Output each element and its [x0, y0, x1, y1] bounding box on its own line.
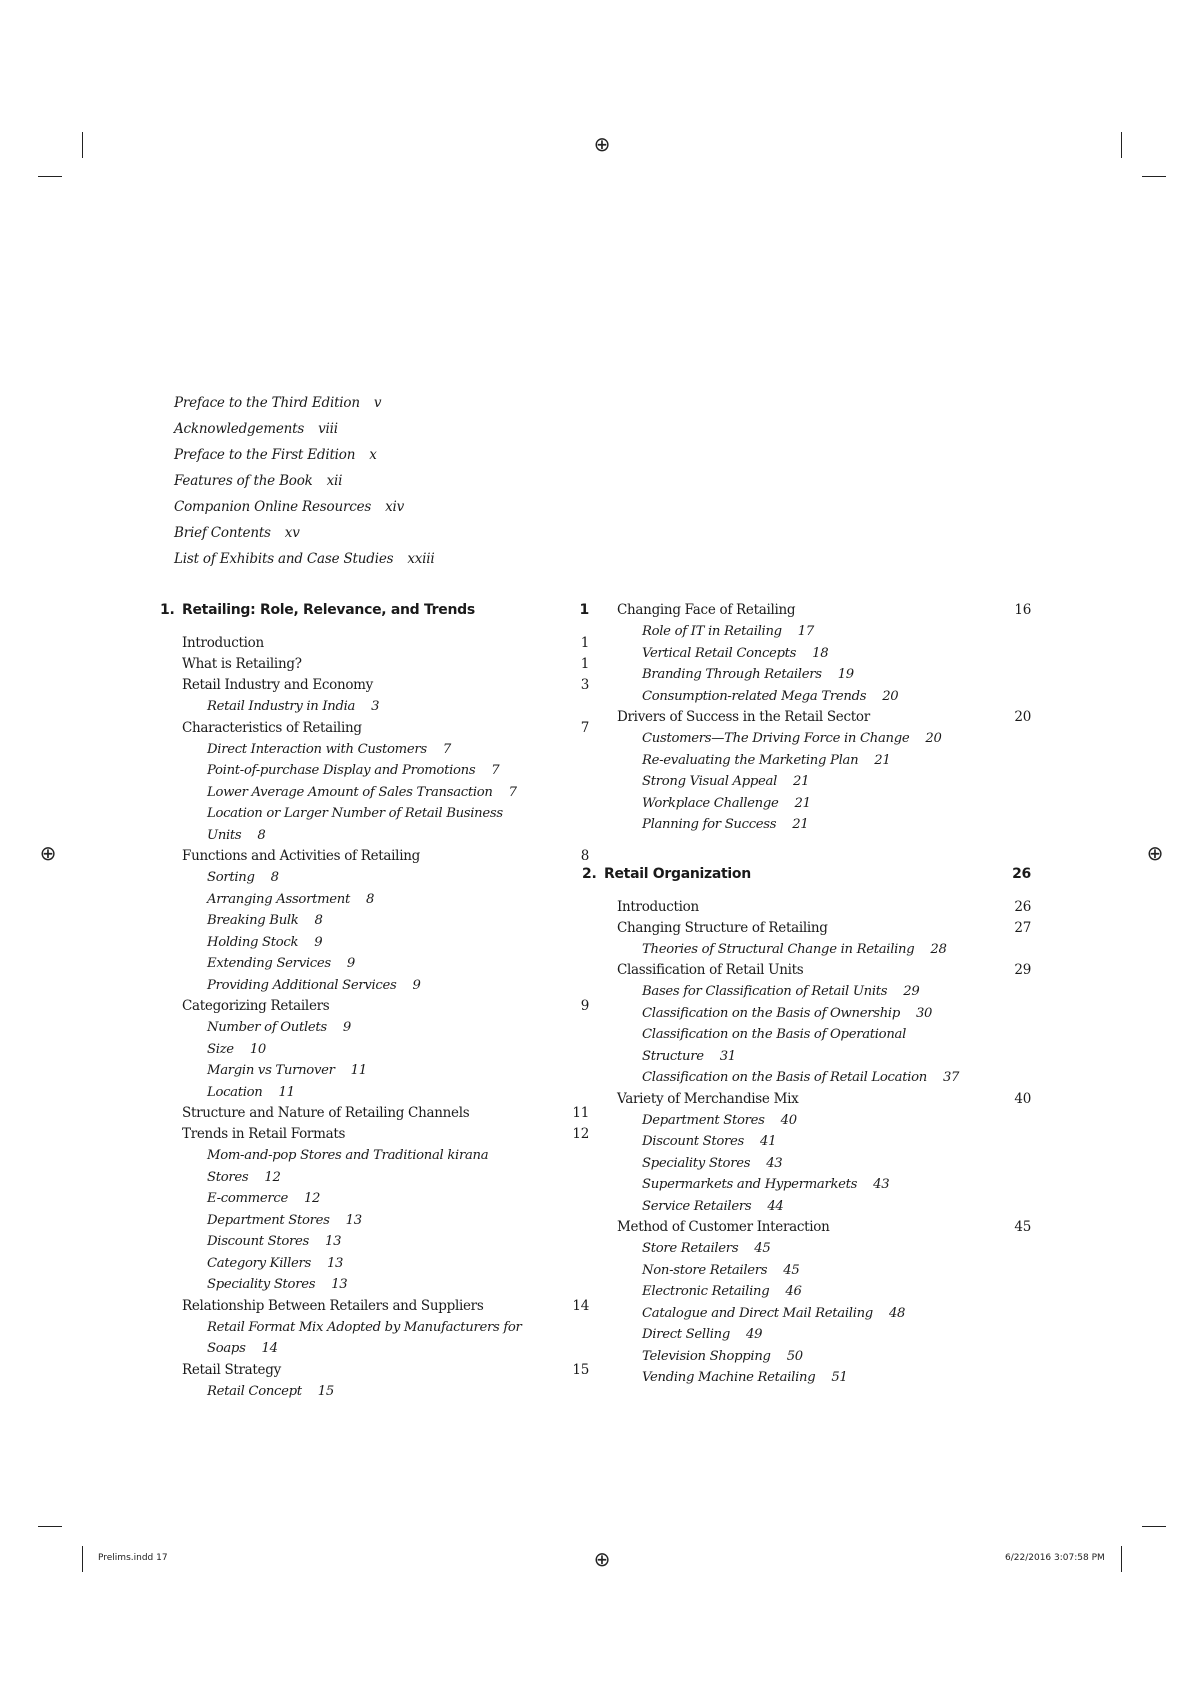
toc-subsection-title: Planning for Success [642, 817, 777, 832]
toc-subsection-page: 7 [442, 741, 451, 757]
toc-subsection-title: Speciality Stores [207, 1277, 316, 1292]
toc-subsection-page: 13 [326, 1255, 344, 1271]
toc-subsection-page: 20 [882, 688, 899, 704]
crop-mark [1121, 1546, 1122, 1572]
toc-subsection-title: Strong Visual Appeal [642, 774, 778, 789]
front-matter-title: Features of the Book [174, 473, 313, 489]
chapter-heading [160, 600, 589, 621]
toc-subsection-title: Workplace Challenge [642, 795, 779, 811]
toc-subsection-title: Classification on the Basis of Ownership [642, 1005, 900, 1021]
toc-subsection-page: 21 [794, 795, 811, 811]
toc-subsection-page: 8 [365, 891, 375, 907]
toc-section [182, 1296, 589, 1317]
toc-section-title: Introduction [617, 898, 699, 915]
toc-section-title: Structure and Nature of Retailing Channels [182, 1105, 470, 1121]
toc-subsection-title: Catalogue and Direct Mail Retailing [642, 1305, 873, 1321]
toc-subsection-page: 9 [314, 934, 323, 950]
toc-subsection-page: 11 [278, 1084, 295, 1100]
toc-subsection [182, 1060, 589, 1082]
front-matter-page: x [369, 447, 377, 463]
toc-subsection-page: 9 [346, 956, 355, 971]
toc-subsection-title: Retail Concept [207, 1383, 302, 1399]
toc-subsection-page: 48 [888, 1305, 906, 1321]
toc-section-page: 1 [580, 656, 589, 672]
toc-subsection-page: 8 [270, 870, 279, 885]
toc-section [617, 1217, 1031, 1238]
toc-section-page: 20 [1014, 709, 1031, 725]
toc-subsection [617, 1131, 1031, 1153]
toc-subsection-title: Holding Stock [207, 934, 299, 950]
toc-section [617, 1089, 1031, 1110]
toc-subsection [182, 975, 589, 997]
toc-subsection-title: Re-evaluating the Marketing Plan [642, 752, 859, 768]
crop-mark [38, 176, 62, 177]
toc-subsection-title: Department Stores [642, 1112, 765, 1128]
front-matter-page: xii [326, 473, 343, 489]
toc-subsection [182, 1039, 589, 1061]
toc-section-title: What is Retailing? [182, 656, 302, 672]
toc-subsection-title: Lower Average Amount of Sales Transaction [207, 784, 493, 800]
chapter-page: 1 [579, 602, 589, 618]
toc-subsection-page: 49 [746, 1327, 763, 1342]
front-matter-item [174, 390, 435, 416]
toc-subsection [617, 771, 1031, 793]
toc-subsection-title: Sorting [207, 870, 255, 885]
toc-section-title: Categorizing Retailers [182, 998, 330, 1014]
toc-subsection-title: Size [207, 1041, 234, 1057]
toc-subsection-page: 19 [837, 667, 854, 682]
toc-section [617, 960, 1031, 981]
toc-subsection-title: Retail Format Mix Adopted by Manufacturers for Soaps [207, 1319, 522, 1356]
toc-section-page: 3 [580, 677, 589, 693]
toc-section-title: Functions and Activities of Retailing [182, 848, 420, 864]
toc-subsection-page: 12 [303, 1191, 321, 1206]
toc-subsection-title: E-commerce [207, 1191, 288, 1206]
toc-section [617, 918, 1031, 939]
chapter-number: 2. [582, 865, 597, 882]
chapter-number: 1. [160, 602, 175, 618]
toc-subsection-title: Margin vs Turnover [207, 1063, 335, 1078]
toc-subsection-page: 8 [314, 913, 323, 928]
toc-section [182, 675, 589, 696]
toc-subsection [182, 739, 589, 761]
toc-section-title: Characteristics of Retailing [182, 719, 362, 736]
front-matter-item [174, 520, 435, 546]
toc-subsection-page: 15 [317, 1383, 334, 1399]
crop-mark [82, 132, 83, 158]
toc-subsection [182, 953, 589, 975]
toc-section-page: 1 [580, 635, 589, 651]
toc-subsection-page: 45 [754, 1241, 771, 1256]
crop-mark [38, 1526, 62, 1527]
front-matter-title: Acknowledgements [174, 421, 305, 437]
toc-subsection-title: Bases for Classification of Retail Units [642, 984, 888, 999]
toc-subsection-page: 13 [325, 1234, 342, 1249]
crosshair-register-icon: ⊕ [593, 132, 611, 156]
toc-subsection [617, 621, 1031, 643]
footer-timestamp: 6/22/2016 3:07:58 PM [1005, 1553, 1105, 1563]
toc-subsection [617, 728, 1031, 750]
toc-subsection-page: 21 [793, 774, 810, 789]
toc-subsection-title: Location or Larger Number of Retail Business Units [207, 806, 503, 843]
toc-subsection [617, 1196, 1031, 1218]
toc-subsection-title: Direct Interaction with Customers [207, 741, 427, 757]
toc-subsection-page: 17 [797, 624, 814, 639]
front-matter-page: xiv [385, 499, 405, 515]
toc-subsection-title: Television Shopping [642, 1348, 771, 1364]
front-matter-title: Preface to the Third Edition [174, 395, 360, 411]
toc-section-title: Relationship Between Retailers and Suppliers [182, 1297, 484, 1314]
toc-subsection [182, 1253, 589, 1275]
toc-subsection [182, 1188, 589, 1210]
toc-section-title: Method of Customer Interaction [617, 1219, 830, 1235]
crosshair-register-icon: ⊕ [593, 1547, 611, 1571]
toc-subsection-title: Category Killers [207, 1255, 311, 1271]
toc-section-title: Introduction [182, 635, 264, 651]
toc-section-title: Drivers of Success in the Retail Sector [617, 709, 870, 725]
toc-subsection [617, 1324, 1031, 1346]
front-matter-item [174, 546, 435, 572]
toc-subsection-title: Retail Industry in India [207, 699, 356, 714]
toc-subsection-page: 29 [903, 984, 920, 999]
toc-subsection [617, 1367, 1031, 1389]
toc-subsection-title: Extending Services [207, 956, 331, 971]
toc-subsection [182, 1317, 589, 1360]
toc-column-left [160, 600, 589, 1402]
toc-subsection-title: Direct Selling [642, 1327, 731, 1342]
chapter-page: 26 [1012, 865, 1031, 882]
toc-subsection-title: Supermarkets and Hypermarkets [642, 1177, 858, 1192]
toc-section-page: 9 [580, 998, 589, 1014]
toc-subsection [182, 696, 589, 718]
toc-subsection-title: Electronic Retailing [642, 1284, 770, 1299]
toc-section [617, 600, 1031, 621]
toc-subsection-title: Point-of-purchase Display and Promotions [207, 763, 476, 778]
crosshair-register-icon: ⊕ [39, 841, 57, 865]
toc-section-title: Changing Face of Retailing [617, 602, 796, 618]
toc-subsection [617, 1003, 1031, 1025]
toc-subsection-page: 21 [792, 817, 809, 832]
toc-subsection-title: Speciality Stores [642, 1155, 751, 1171]
front-matter-page: xxiii [407, 551, 435, 567]
toc-subsection [617, 664, 1031, 686]
toc-section [182, 654, 589, 675]
toc-section-page: 27 [1014, 919, 1031, 936]
toc-subsection-page: 10 [249, 1041, 266, 1057]
toc-subsection-page: 43 [873, 1177, 890, 1192]
toc-subsection [617, 1024, 1031, 1067]
toc-subsection-title: Role of IT in Retailing [642, 624, 782, 639]
toc-section [182, 1103, 589, 1124]
toc-section-title: Variety of Merchandise Mix [617, 1090, 799, 1107]
front-matter-item [174, 442, 435, 468]
toc-subsection [617, 1067, 1031, 1089]
toc-subsection [182, 1082, 589, 1104]
toc-section [182, 846, 589, 867]
crop-mark [82, 1546, 83, 1572]
toc-subsection [182, 932, 589, 954]
front-matter-list [174, 390, 435, 572]
toc-subsection-title: Store Retailers [642, 1241, 739, 1256]
toc-subsection-page: 46 [785, 1284, 802, 1299]
toc-subsection [617, 814, 1031, 836]
crop-mark [1121, 132, 1122, 158]
toc-subsection-page: 30 [915, 1005, 933, 1021]
crosshair-register-icon: ⊕ [1146, 841, 1164, 865]
toc-subsection-page: 8 [257, 827, 266, 843]
chapter-heading [582, 864, 1031, 885]
toc-subsection-page: 21 [874, 752, 891, 768]
toc-subsection-title: Providing Additional Services [207, 977, 397, 993]
crop-mark [1142, 1526, 1166, 1527]
front-matter-item [174, 468, 435, 494]
toc-subsection [182, 1210, 589, 1232]
toc-subsection [617, 981, 1031, 1003]
toc-subsection-page: 40 [780, 1112, 797, 1128]
toc-subsection-page: 20 [925, 731, 942, 746]
toc-subsection [617, 939, 1031, 961]
toc-subsection-page: 41 [760, 1134, 777, 1149]
toc-subsection [617, 1238, 1031, 1260]
toc-subsection-page: 12 [264, 1169, 281, 1185]
toc-section [182, 996, 589, 1017]
toc-subsection [182, 889, 589, 911]
front-matter-page: v [373, 395, 382, 411]
front-matter-title: Preface to the First Edition [174, 447, 356, 463]
toc-section [182, 1124, 589, 1145]
toc-section [182, 633, 589, 654]
toc-subsection-title: Theories of Structural Change in Retailing [642, 941, 915, 957]
toc-section-page: 26 [1014, 898, 1031, 915]
toc-subsection-page: 51 [831, 1370, 848, 1385]
toc-subsection [182, 803, 589, 846]
toc-section-title: Retail Industry and Economy [182, 677, 374, 693]
toc-subsection [617, 1281, 1031, 1303]
toc-subsection [182, 1274, 589, 1296]
toc-section-page: 14 [572, 1297, 589, 1314]
chapter-gap [617, 836, 1031, 864]
toc-subsection-page: 14 [261, 1341, 278, 1356]
toc-subsection-page: 13 [331, 1277, 348, 1292]
toc-section-title: Classification of Retail Units [617, 962, 804, 978]
toc-subsection-page: 43 [766, 1155, 783, 1171]
chapter-title: Retailing: Role, Relevance, and Trends [182, 602, 475, 618]
front-matter-title: List of Exhibits and Case Studies [174, 551, 394, 567]
toc-subsection [617, 686, 1031, 708]
toc-subsection-page: 45 [783, 1262, 800, 1278]
toc-subsection [617, 1110, 1031, 1132]
toc-subsection-title: Department Stores [207, 1212, 330, 1228]
toc-section-page: 8 [580, 848, 589, 864]
toc-subsection [617, 1260, 1031, 1282]
toc-subsection-title: Vertical Retail Concepts [642, 645, 797, 661]
toc-subsection-page: 3 [371, 699, 380, 714]
footer-file-name: Prelims.indd 17 [98, 1553, 168, 1563]
toc-subsection [617, 1303, 1031, 1325]
toc-subsection [182, 910, 589, 932]
toc-subsection-title: Location [207, 1084, 263, 1100]
toc-section [617, 897, 1031, 918]
toc-subsection-page: 9 [342, 1020, 351, 1035]
toc-subsection-page: 7 [508, 784, 517, 800]
toc-subsection-title: Classification on the Basis of Retail Location [642, 1070, 927, 1085]
toc-section-title: Trends in Retail Formats [182, 1126, 346, 1142]
toc-section-page: 45 [1014, 1219, 1031, 1235]
front-matter-title: Companion Online Resources [174, 499, 372, 515]
toc-subsection-title: Number of Outlets [207, 1020, 327, 1035]
toc-subsection [182, 1381, 589, 1403]
front-matter-page: viii [318, 421, 338, 437]
toc-subsection-title: Branding Through Retailers [642, 667, 822, 682]
front-matter-item [174, 416, 435, 442]
toc-subsection [617, 1153, 1031, 1175]
toc-subsection-page: 50 [786, 1348, 803, 1364]
toc-subsection-page: 11 [350, 1063, 367, 1078]
toc-subsection-page: 13 [345, 1212, 362, 1228]
toc-subsection-page: 31 [719, 1048, 736, 1064]
toc-subsection-page: 18 [812, 645, 829, 661]
toc-subsection [617, 1174, 1031, 1196]
toc-subsection-title: Service Retailers [642, 1198, 752, 1214]
toc-section-title: Retail Strategy [182, 1361, 281, 1378]
toc-subsection [617, 1346, 1031, 1368]
front-matter-page: xv [284, 525, 300, 541]
toc-subsection-title: Vending Machine Retailing [642, 1370, 816, 1385]
toc-subsection [182, 867, 589, 889]
toc-subsection-title: Customers—The Driving Force in Change [642, 731, 910, 746]
toc-subsection [617, 750, 1031, 772]
toc-subsection-title: Arranging Assortment [207, 891, 350, 907]
front-matter-item [174, 494, 435, 520]
toc-subsection [182, 760, 589, 782]
toc-subsection-title: Mom-and-pop Stores and Traditional kirana Stores [207, 1148, 489, 1185]
toc-subsection [182, 1145, 589, 1188]
toc-section-page: 16 [1014, 602, 1031, 618]
toc-section-page: 40 [1014, 1090, 1031, 1107]
crop-mark [1142, 176, 1166, 177]
toc-subsection-title: Discount Stores [642, 1134, 745, 1149]
toc-subsection [617, 793, 1031, 815]
toc-subsection-page: 37 [942, 1070, 960, 1085]
toc-section [182, 718, 589, 739]
toc-subsection [182, 782, 589, 804]
toc-section [617, 707, 1031, 728]
toc-section-page: 29 [1014, 962, 1031, 978]
toc-subsection-title: Consumption-related Mega Trends [642, 688, 867, 704]
toc-subsection-title: Classification on the Basis of Operational Structure [642, 1027, 906, 1064]
toc-section-page: 11 [572, 1105, 589, 1121]
toc-subsection-title: Breaking Bulk [207, 913, 299, 928]
toc-subsection-page: 28 [930, 941, 947, 957]
chapter-title: Retail Organization [604, 865, 751, 882]
toc-subsection-page: 9 [412, 977, 421, 993]
toc-subsection-title: Discount Stores [207, 1234, 310, 1249]
toc-subsection [182, 1017, 589, 1039]
toc-column-right [582, 600, 1031, 1389]
front-matter-title: Brief Contents [174, 525, 271, 541]
toc-section [182, 1360, 589, 1381]
toc-subsection-page: 7 [491, 763, 500, 778]
toc-section-page: 15 [572, 1361, 589, 1378]
toc-subsection [182, 1231, 589, 1253]
toc-subsection [617, 643, 1031, 665]
toc-subsection-title: Non-store Retailers [642, 1262, 768, 1278]
toc-section-page: 7 [580, 719, 589, 736]
toc-subsection-page: 44 [767, 1198, 784, 1214]
toc-section-title: Changing Structure of Retailing [617, 919, 828, 936]
toc-section-page: 12 [572, 1126, 589, 1142]
